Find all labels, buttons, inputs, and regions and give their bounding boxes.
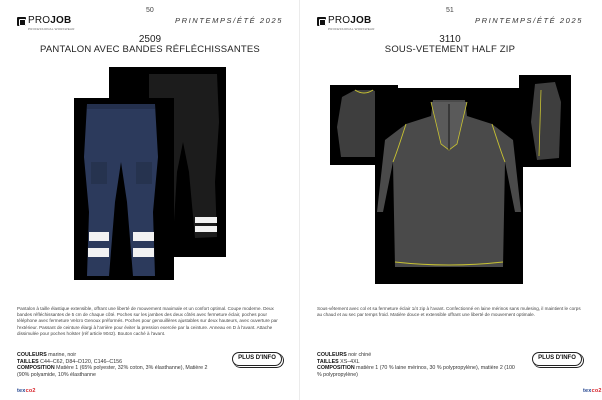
halfzip-side-view: [531, 82, 561, 160]
page-number: 51: [446, 7, 454, 14]
spec-colors: COULEURS marine, noir: [17, 352, 77, 358]
reflective-band: [133, 248, 154, 257]
leg-pocket: [91, 162, 107, 184]
brand-mark-icon: [17, 17, 26, 26]
more-info-button[interactable]: PLUS D'INFO: [532, 352, 582, 366]
product-specs: [17, 352, 217, 379]
season-label: PRINTEMPS/ÉTÉ 2025: [175, 16, 283, 25]
brand-name: PROJOB: [328, 15, 372, 26]
reflective-band: [195, 226, 217, 232]
reflective-band: [89, 232, 109, 241]
product-specs: [317, 352, 517, 379]
product-description: Pantalon à taille élastique extensible, offrant une liberté de mouvement maximale et un confort optimal. Coupe moderne. Deux bandes réfléchissantes de 5 cm de chaque côté. Poches sur les jambes des deux côtés avec fermeture éclair, poches pour téléphone avec fermeture Velcro Genoux préformés. Poches pour genouillères ajustables sur deux hauteurs, avec ouverture par l'extérieur. Passant de ceinture élargi à l'arrière pour éviter la pression exercée par la ceinture. Anneau en D à l'avant. Attache dissimulée pour poches holster (réf article 9042). Bouton caché à l'avant.: [17, 306, 278, 336]
reflective-band: [195, 217, 217, 223]
product-description: Sous-vêtement avec col et sa fermeture éclair 1/4 zip à l'avant. Confectionné en laine mérinos sans mulesing, il maintient le corps au chaud et au sec par temps froid. Matière douce et extensible offrant une liberté de mouvement optimale.: [317, 306, 581, 318]
product-reference: 2509: [138, 34, 162, 45]
texco2-logo: texco2: [583, 388, 602, 394]
brand-mark-icon: [317, 17, 326, 26]
brand-tagline: PROFESSIONAL WORKWEAR: [328, 27, 375, 31]
spec-composition: COMPOSITION matière 1 (70 % laine mérinos, 30 % polypropylène), matière 2 (100 % polypropylène): [317, 365, 515, 379]
product-reference: 3110: [439, 34, 461, 45]
season-label: PRINTEMPS/ÉTÉ 2025: [475, 16, 583, 25]
spec-colors: COULEURS noir chiné: [317, 352, 372, 358]
left-page: [0, 0, 300, 400]
spec-composition: COMPOSITION Matière 1 (65% polyester, 32% coton, 3% élasthanne), Matière 2 (90% polyamide, 10% élasthanne: [17, 365, 208, 379]
waistband: [87, 104, 155, 109]
brand-name: PROJOB: [28, 15, 72, 26]
right-page: [300, 0, 600, 400]
reflective-band: [133, 232, 154, 241]
more-info-button[interactable]: PLUS D'INFO: [232, 352, 282, 366]
trousers-illustration: [17, 62, 283, 287]
texco2-logo: texco2: [17, 388, 36, 394]
product-photo-halfzip: [317, 62, 583, 287]
brand-logo: [17, 16, 71, 26]
page-number: 50: [146, 7, 154, 14]
spec-sizes: TAILLES C44–C62, D84–D120, C146–C156: [17, 358, 123, 365]
product-photo-trousers: [17, 62, 283, 287]
spec-sizes: TAILLES XS–4XL: [317, 358, 360, 365]
product-title: SOUS-VETEMENT HALF ZIP: [384, 44, 516, 55]
halfzip-illustration: [317, 62, 583, 287]
leg-pocket: [136, 162, 152, 184]
brand-tagline: PROFESSIONAL WORKWEAR: [28, 27, 75, 31]
reflective-band: [88, 248, 109, 257]
brand-logo: [317, 16, 371, 26]
product-title: PANTALON AVEC BANDES RÉFLÉCHISSANTES: [40, 44, 260, 55]
